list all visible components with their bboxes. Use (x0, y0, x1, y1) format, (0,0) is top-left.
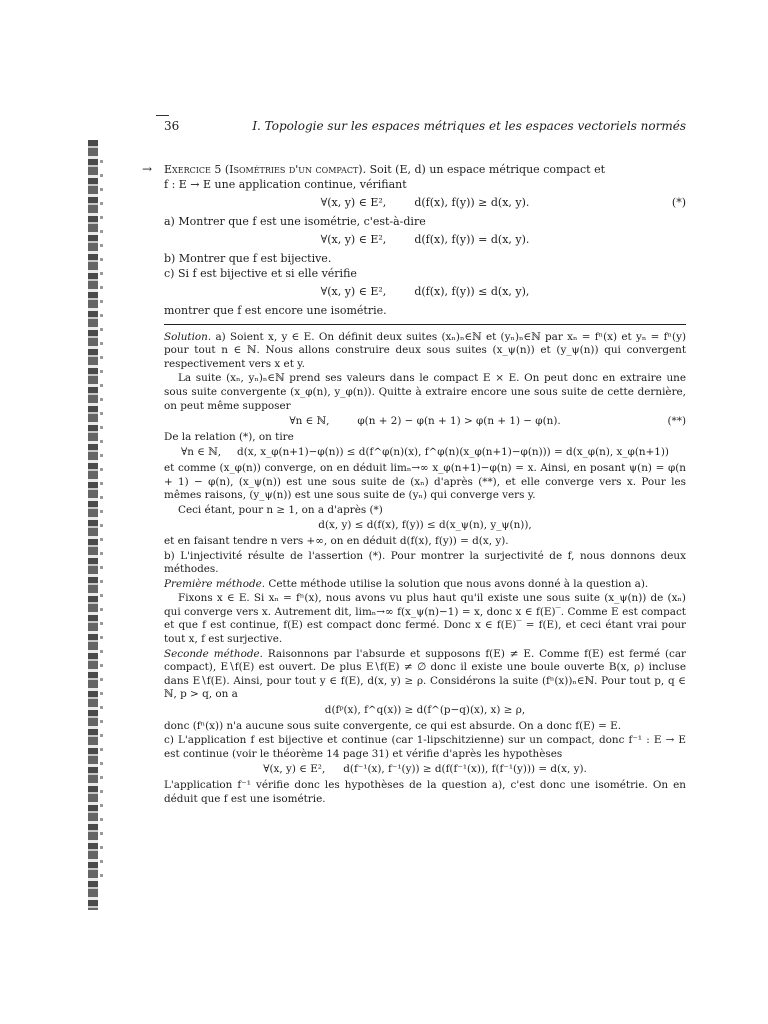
exercise-statement (142, 161, 686, 318)
solution-paragraph-11: donc (fⁿ(x)) n'a aucune sous suite convergente, ce qui est absurde. On a donc f(E) = E. (164, 719, 622, 732)
scan-binding-edge (88, 140, 98, 910)
equation-5 (164, 519, 686, 533)
equation-relation: d(fᵖ(x), f^q(x)) ≥ d(f^(p−q)(x), x) ≥ ρ, (324, 704, 526, 717)
equation-quantifier: ∀n ∈ ℕ, (289, 415, 330, 428)
equation-tag: (**) (667, 415, 686, 428)
method-1-label: Première méthode. (164, 577, 266, 590)
equation-quantifier: ∀(x, y) ∈ E², (263, 763, 326, 776)
equation-tag: (*) (671, 195, 686, 209)
page-number: 36 (164, 119, 180, 133)
solution-paragraph-7: b) L'injectivité résulte de l'assertion (*). Pour montrer la surjectivité de f, nous donnons deux méthodes. (164, 549, 686, 576)
method-1-text: Cette méthode utilise la solution que nous avons donné à la question a). (268, 577, 649, 590)
equation-quantifier: ∀(x, y) ∈ E², (320, 284, 387, 298)
book-page (142, 119, 686, 807)
exercise-title: Exercice 5 (164, 162, 222, 176)
question-c: c) Si f est bijective et si elle vérifie (164, 266, 357, 280)
solution-paragraph-3: De la relation (*), on tire (164, 430, 294, 443)
solution-text-1: a) Soient x, y ∈ E. On définit deux suites (xₙ)ₙ∈ℕ et (yₙ)ₙ∈ℕ par xₙ = fⁿ(x) et yₙ = fⁿ(y) pour tout n ∈ ℕ. Nous allons construire deux sous suites (x_ψ(n)) et (y_ψ(n)) qui convergent respectivement vers x et y. (164, 330, 686, 370)
question-a: a) Montrer que f est une isométrie, c'est-à-dire (164, 214, 426, 228)
solution-paragraph-4: et comme (x_φ(n)) converge, on en déduit limₙ→∞ x_φ(n+1)−φ(n) = x. Ainsi, en posant ψ(n) = φ(n + 1) − φ(n), (x_ψ(n)) est une sous suite de (xₙ) d'après (**), et elle converge vers x. Pour les mêmes raisons, (y_ψ(n)) est une sous suite de (yₙ) qui converge vers y. (164, 461, 686, 502)
solution (164, 331, 686, 807)
solution-paragraph-2: La suite (xₙ, yₙ)ₙ∈ℕ prend ses valeurs dans le compact E × E. On peut donc en extraire une sous suite convergente (x_φ(n), y_φ(n)). Quitte à extraire encore une sous suite de cette dernière, on peut même supposer (164, 372, 686, 412)
equation-10 (164, 704, 686, 718)
equation-relation: d(f(x), f(y)) = d(x, y). (414, 232, 530, 246)
equation-relation: d(f(x), f(y)) ≥ d(x, y). (414, 195, 530, 209)
equation-starstar (164, 415, 686, 429)
question-b: b) Montrer que f est bijective. (164, 251, 332, 265)
scan-binding-marks (100, 160, 103, 880)
equation-12 (164, 763, 686, 777)
solution-paragraph-1 (164, 331, 686, 372)
equation-c (164, 284, 686, 299)
solution-paragraph-5: Ceci étant, pour n ≥ 1, on a d'après (*) (178, 503, 383, 516)
equation-quantifier: ∀(x, y) ∈ E², (320, 195, 387, 209)
running-head: I. Topologie sur les espaces métriques et les espaces vectoriels normés (252, 119, 686, 133)
solution-label: Solution. (164, 330, 212, 343)
equation-relation: φ(n + 2) − φ(n + 1) > φ(n + 1) − φ(n). (357, 415, 561, 428)
equation-a (164, 232, 686, 247)
equation-quantifier: ∀n ∈ ℕ, (180, 446, 222, 459)
exercise-intro-1: Soit (E, d) un espace métrique compact et (369, 162, 606, 176)
equation-relation: d(x, y) ≤ d(f(x), f(y)) ≤ d(x_ψ(n), y_ψ(n)), (318, 519, 532, 532)
margin-arrow-icon: → (142, 161, 153, 176)
equation-relation: d(x, x_φ(n+1)−φ(n)) ≤ d(f^φ(n)(x), f^φ(n)(x_φ(n+1)−φ(n))) = d(x_φ(n), x_φ(n+1)) (237, 446, 669, 459)
method-2-label: Seconde méthode. (164, 647, 263, 660)
section-divider (164, 324, 686, 325)
equation-relation: d(f(x), f(y)) ≤ d(x, y), (414, 284, 530, 298)
equation-quantifier: ∀(x, y) ∈ E², (320, 232, 387, 246)
page-header (164, 120, 686, 134)
exercise-intro (164, 162, 686, 192)
exercise-subtitle: (Isométries d'un compact). (224, 162, 367, 176)
method-2-text: Raisonnons par l'absurde et supposons f(E) ≠ E. Comme f(E) est fermé (car compact), E∖f(E) est ouvert. De plus E∖f(E) ≠ ∅ donc il existe une boule ouverte B(x, ρ) incluse dans E∖f(E). Ainsi, pour tout y ∈ f(E), d(x, y) ≥ ρ. Considérons la suite (fⁿ(x))ₙ∈ℕ. Pour tout p, q ∈ ℕ, p > q, on a (164, 647, 686, 701)
solution-paragraph-12: c) L'application f est bijective et continue (car 1-lipschitzienne) sur un compact, donc f⁻¹ : E → E est continue (voir le théorème 14 page 31) et vérifie d'après les hypothèses (164, 734, 686, 760)
equation-relation: d(f⁻¹(x), f⁻¹(y)) ≥ d(f(f⁻¹(x)), f(f⁻¹(y))) = d(x, y). (343, 763, 587, 776)
solution-paragraph-13: L'application f⁻¹ vérifie donc les hypothèses de la question a), c'est donc une isométrie. On en déduit que f est une isométrie. (164, 779, 686, 805)
solution-paragraph-9: Fixons x ∈ E. Si xₙ = fⁿ(x), nous avons vu plus haut qu'il existe une sous suite (x_ψ(n)) de (xₙ) qui converge vers x. Autrement dit, limₙ→∞ f(x_ψ(n)−1) = x, donc x ∈ f(E)‾. Comme E est compact et que f est continue, f(E) est compact donc fermé. Donc x ∈ f(E)‾ = f(E), et ceci étant vrai pour tout x, f est surjective. (164, 592, 686, 646)
equation-3 (164, 446, 686, 460)
solution-paragraph-8 (164, 578, 686, 592)
solution-paragraph-10 (164, 648, 686, 702)
exercise-intro-2: f : E → E une application continue, vérifiant (164, 177, 407, 191)
equation-star (164, 195, 686, 210)
question-c-conclusion: montrer que f est encore une isométrie. (164, 303, 387, 317)
solution-paragraph-6: et en faisant tendre n vers +∞, on en déduit d(f(x), f(y)) = d(x, y). (164, 534, 509, 547)
